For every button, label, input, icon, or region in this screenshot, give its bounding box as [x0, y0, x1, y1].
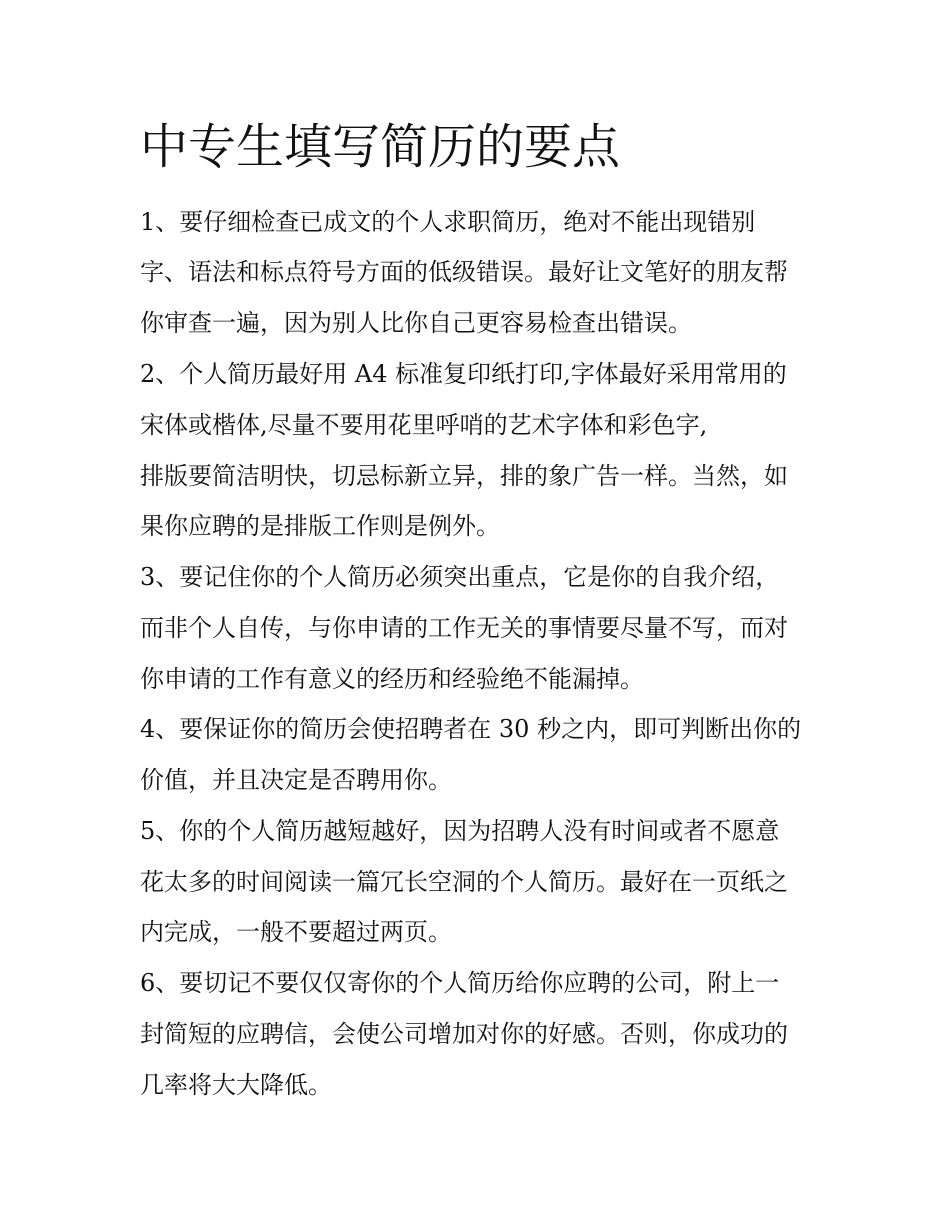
text-line-1: 1、要仔细检查已成文的个人求职简历，绝对不能出现错别	[140, 208, 756, 236]
text-line-13: 5、你的个人简历越短越好，因为招聘人没有时间或者不愿意	[140, 817, 780, 845]
text-line-17: 封简短的应聘信，会使公司增加对你的好感。否则，你成功的	[140, 1020, 788, 1048]
text-line-3: 你审查一遍，因为别人比你自己更容易检查出错误。	[140, 309, 692, 337]
text-line-4: 2、个人简历最好用 A4 标准复印纸打印,字体最好采用常用的	[140, 360, 787, 388]
text-line-12: 价值，并且决定是否聘用你。	[140, 766, 452, 794]
text-line-2: 字、语法和标点符号方面的低级错误。最好让文笔好的朋友帮	[140, 258, 788, 286]
text-line-15: 内完成，一般不要超过两页。	[140, 918, 452, 946]
document-title: 中专生填写简历的要点	[140, 119, 621, 175]
text-line-7: 果你应聘的是排版工作则是例外。	[140, 512, 500, 540]
text-line-5: 宋体或楷体,尽量不要用花里呼哨的艺术字体和彩色字,	[140, 411, 708, 439]
text-line-9: 而非个人自传，与你申请的工作无关的事情要尽量不写，而对	[140, 614, 788, 642]
text-line-16: 6、要切记不要仅仅寄你的个人简历给你应聘的公司，附上一	[140, 969, 780, 997]
text-line-11: 4、要保证你的简历会使招聘者在 30 秒之内，即可判断出你的	[140, 715, 802, 743]
text-line-14: 花太多的时间阅读一篇冗长空洞的个人简历。最好在一页纸之	[140, 868, 788, 896]
text-line-10: 你申请的工作有意义的经历和经验绝不能漏掉。	[140, 665, 644, 693]
text-line-6: 排版要简洁明快，切忌标新立异，排的象广告一样。当然，如	[140, 462, 788, 490]
text-line-18: 几率将大大降低。	[140, 1071, 332, 1099]
text-line-8: 3、要记住你的个人简历必须突出重点，它是你的自我介绍，	[140, 563, 780, 591]
